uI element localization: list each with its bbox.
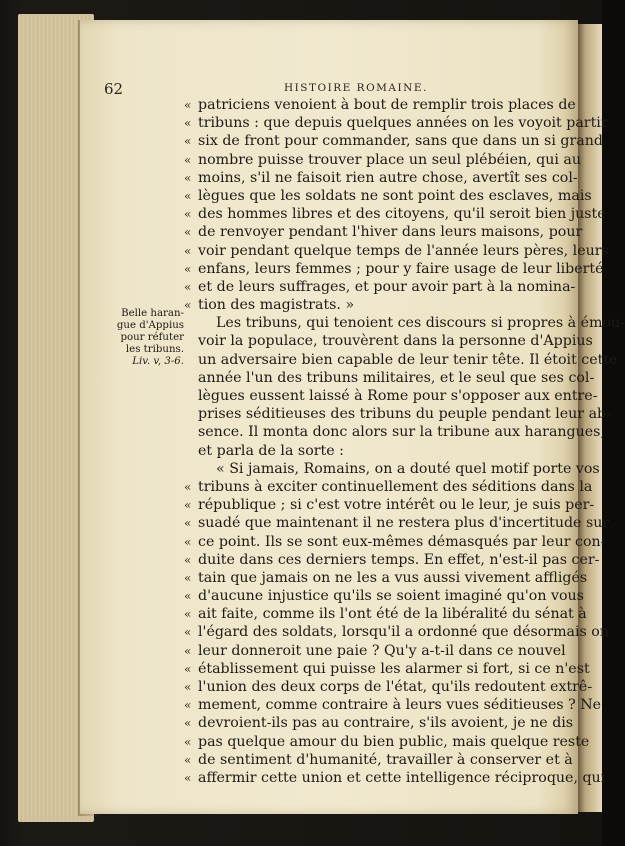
line-text: l'union des deux corps de l'état, qu'ils redoutent extrê- [198,679,593,695]
line-text: nombre puisse trouver place un seul plébéien, qui au [198,151,582,168]
text-line [184,533,606,551]
line-text: suadé que maintenant il ne restera plus d'incertitude sur [198,515,610,532]
line-text: de sentiment d'humanité, travailler à conserver et à [198,751,573,768]
text-line [184,132,603,150]
line-text: patriciens venoient à bout de remplir trois places de [198,97,576,113]
line-text: duite dans ces derniers temps. En effet, n'est-il pas cer- [198,551,600,568]
text-line [184,678,593,696]
quote-mark: « [184,680,192,694]
quote-mark: « [184,661,192,676]
margin-note-line: les tribuns. [125,344,184,355]
line-text: pas quelque amour du bien public, mais quelque reste [198,733,590,750]
line-text: de renvoyer pendant l'hiver dans leurs maisons, pour [198,224,583,241]
quote-mark: « [184,607,192,622]
line-text: un adversaire bien capable de leur tenir tête. Il étoit cette [198,351,618,368]
text-line [184,551,600,569]
margin-note-line: pour réfuter [120,332,184,343]
quote-mark: « [184,279,192,294]
text-line [184,769,606,787]
line-text: des hommes libres et des citoyens, qu'il seroit bien juste [198,206,606,223]
quote-mark: « [184,116,192,131]
text-line [184,569,588,587]
line-text: affermir cette union et cette intelligence réciproque, qui [198,769,606,786]
line-text: l'égard des soldats, lorsqu'il a ordonné que désormais on [198,624,609,641]
margin-note-line: Belle haran- [121,308,184,319]
line-text: voir pendant quelque temps de l'année leurs pères, leurs [198,242,609,259]
line-text: devroient-ils pas au contraire, s'ils avoient, je ne dis [198,715,574,732]
text-line [184,514,610,532]
quote-mark: « [184,552,192,567]
text-line [184,332,593,350]
line-text: et parla de la sorte : [198,442,344,459]
text-line [184,714,574,732]
line-text: mement, comme contraire à leurs vues séditieuses ? Ne [198,697,602,714]
quote-mark: « [184,261,192,276]
quote-mark: « [184,643,192,658]
line-text: Les tribuns, qui tenoient ces discours si propres à émou- [216,315,625,332]
line-text: tion des magistrats. » [198,297,355,314]
running-title: HISTOIRE ROMAINE. [284,82,428,94]
text-line [184,296,554,314]
quote-mark: « [184,243,192,258]
margin-note [106,308,184,368]
line-text: tribuns à exciter continuellement des séditions dans la [198,478,593,495]
quote-mark: « [184,752,192,767]
quote-mark: « [184,534,192,549]
line-text: et de leurs suffrages, et pour avoir part à la nomina- [198,278,576,295]
text-line [184,314,625,332]
quote-mark: « [184,570,192,585]
quote-mark: « [184,225,192,240]
page-number: 62 [104,80,124,98]
text-line [184,405,611,423]
text-line [184,278,576,296]
text-line [184,187,592,205]
text-line [184,605,587,623]
text-line [184,387,598,405]
quote-mark: « [184,589,192,604]
line-text: moins, s'il ne faisoit rien autre chose, avertît ses col- [198,169,578,186]
line-text: sence. Il monta donc alors sur la tribune aux harangues, [198,424,605,441]
text-line [184,587,584,605]
text-line [184,369,595,387]
text-line [184,223,583,241]
text-line [184,351,618,369]
quote-mark: « [184,152,192,167]
line-text: leur donneroit une paie ? Qu'y a-t-il dans ce nouvel [198,642,566,659]
line-text: lègues eussent laissé à Rome pour s'opposer aux entre- [198,388,598,404]
text-line [184,169,578,187]
line-text: ait faite, comme ils l'ont été de la libéralité du sénat à [198,606,587,623]
line-text: tribuns : que depuis quelques années on les voyoit partir [198,115,608,132]
line-text: tain que jamais on ne les a vus aussi vivement affligés [198,569,588,586]
quote-mark: « [184,479,192,494]
line-text: lègues que les soldats ne sont point des esclaves, mais [198,187,592,204]
line-text: prises séditieuses des tribuns du peuple pendant leur ab- [198,406,611,423]
text-line [184,733,590,751]
text-line [184,496,595,514]
quote-mark: « [184,698,192,713]
line-text: année l'un des tribuns militaires, et le seul que ses col- [198,369,595,386]
quote-mark: « [184,734,192,749]
text-line [184,642,566,660]
quote-mark: « [184,207,192,222]
line-text: d'aucune injustice qu'ils se soient imaginé qu'on vous [198,588,584,605]
line-text: ce point. Ils se sont eux-mêmes démasqués par leur con- [198,533,606,550]
quote-mark: « [184,298,192,313]
text-line [184,660,590,678]
line-text: voir la populace, trouvèrent dans la personne d'Appius [198,333,593,350]
line-text: enfans, leurs femmes ; pour y faire usage de leur liberté [198,260,604,277]
quote-mark: « [184,770,192,785]
text-line [184,260,604,278]
quote-mark: « [184,134,192,149]
text-line [184,623,609,641]
text-line [184,751,573,769]
text-line [184,96,576,114]
text-line [184,242,609,260]
text-line [184,696,602,714]
text-line [184,442,554,460]
margin-note-line: gue d'Appius [116,320,184,331]
text-line [184,205,606,223]
text-line [184,151,582,169]
quote-mark: « [184,716,192,731]
quote-mark: « [184,516,192,531]
margin-note-reference: Liv. v, 3-6. [132,356,184,367]
line-text: six de front pour commander, sans que dans un si grand [198,133,603,150]
quote-mark: « [184,625,192,640]
quote-mark: « [184,188,192,203]
line-text: république ; si c'est votre intérêt ou le leur, je suis per- [198,497,595,514]
text-line [184,423,605,441]
line-text: « Si jamais, Romains, on a douté quel motif porte vos [216,460,600,477]
quote-mark: « [184,170,192,185]
line-text: établissement qui puisse les alarmer si fort, si ce n'est [198,660,590,677]
quote-mark: « [184,498,192,513]
text-line [184,460,600,478]
text-line [184,478,593,496]
quote-mark: « [184,98,192,112]
body-text [184,96,625,787]
text-line [184,114,608,132]
